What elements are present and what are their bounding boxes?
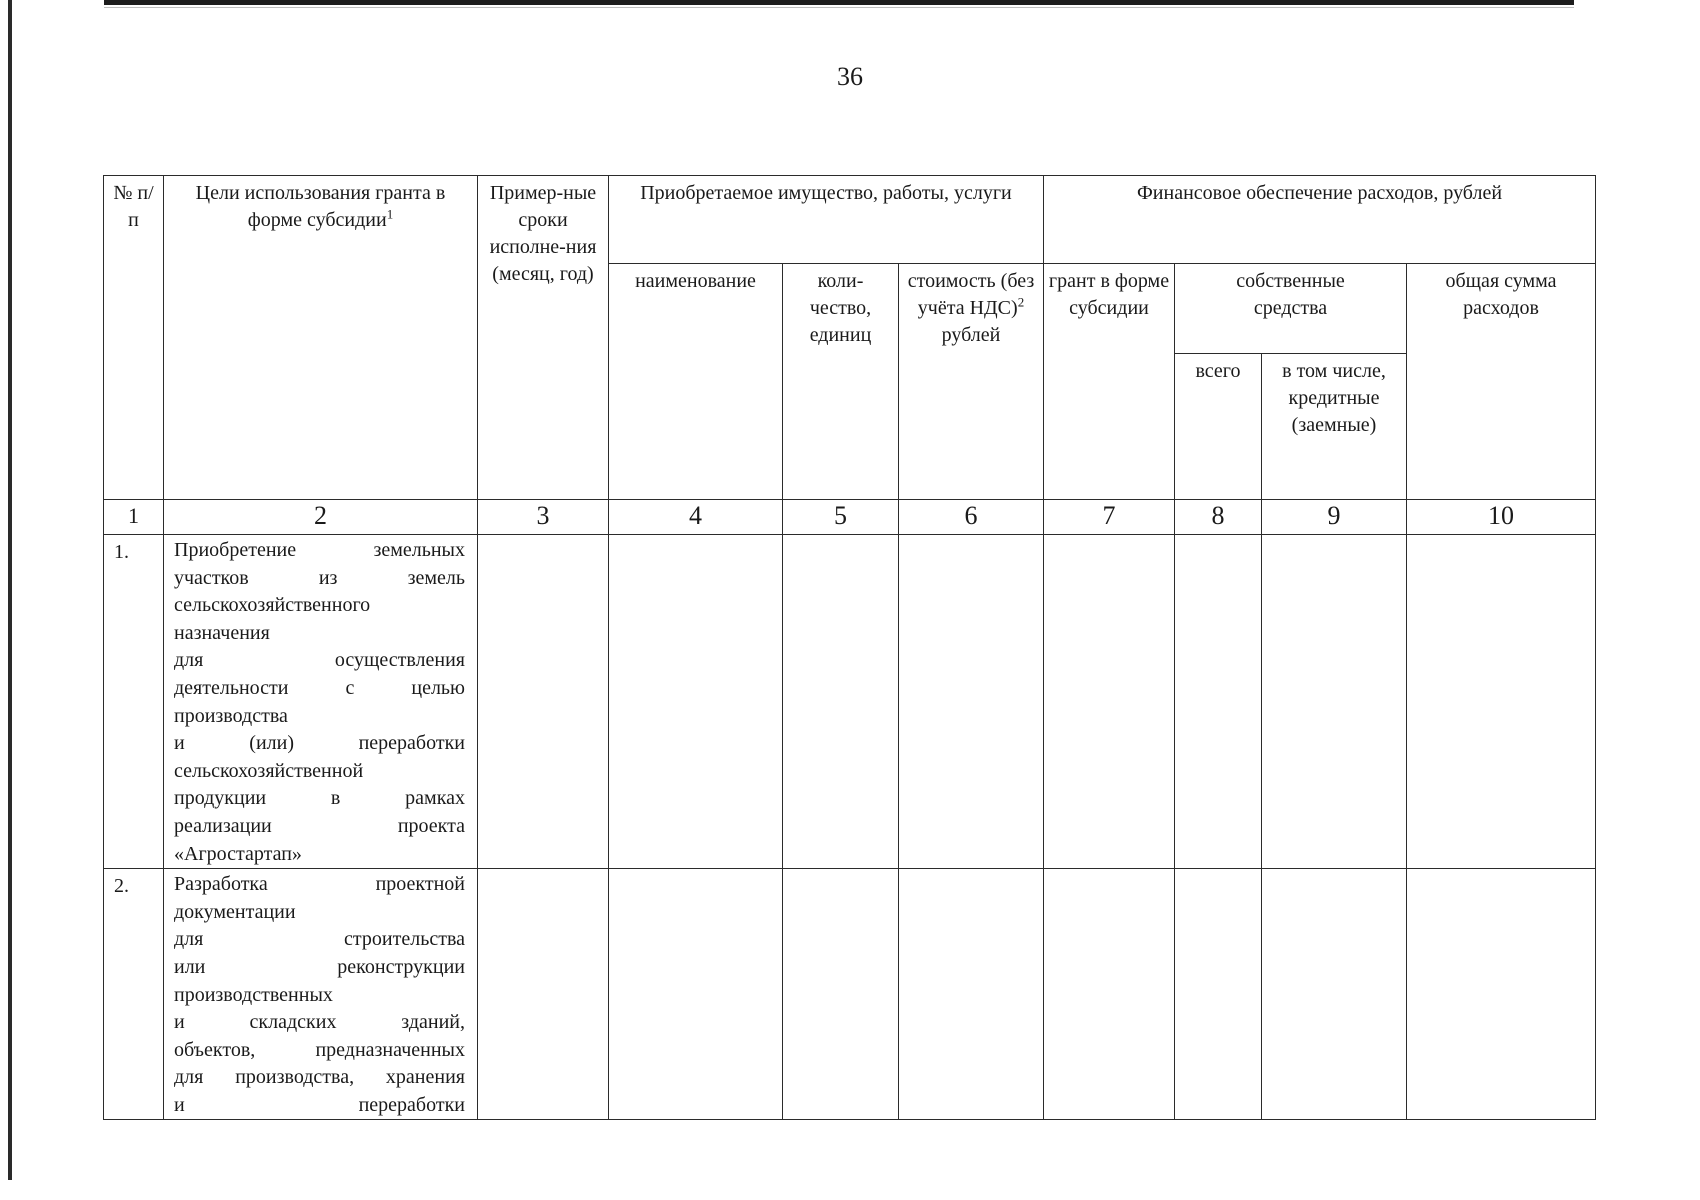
purpose-line: производственных xyxy=(174,983,333,1006)
header-total-sum xyxy=(1407,264,1596,500)
table-cell-item-name xyxy=(609,535,783,869)
table-cell-own-credit xyxy=(1262,535,1407,869)
table-row xyxy=(104,535,1596,869)
column-number: 7 xyxy=(1044,500,1175,535)
column-number: 3 xyxy=(478,500,609,535)
header-deadline xyxy=(478,176,609,500)
header-quantity xyxy=(783,264,899,500)
purpose-line: сельскохозяйственной xyxy=(174,759,364,782)
column-number: 6 xyxy=(899,500,1044,535)
purpose-line: Приобретение земельных xyxy=(174,539,465,561)
header-number xyxy=(104,176,164,500)
header-own-total-label: всего xyxy=(1195,360,1241,382)
header-cost-label: стоимость (без учёта НДС) xyxy=(907,270,1035,319)
purpose-line: реализации проекта xyxy=(174,814,465,837)
header-grant-label: грант в форме субсидии xyxy=(1048,270,1170,319)
column-number-row xyxy=(104,500,1596,535)
purpose-line: для осуществления xyxy=(174,649,465,672)
purpose-line: сельскохозяйственного xyxy=(174,594,371,617)
table-cell-total-sum xyxy=(1407,869,1596,1120)
header-group-finance xyxy=(1044,176,1596,264)
purpose-line: «Агростартап» xyxy=(174,842,302,865)
table-cell-own-total xyxy=(1175,535,1262,869)
header-grant xyxy=(1044,264,1175,500)
scan-top-border-thin xyxy=(104,7,1574,8)
header-purpose-label: Цели использования гранта в форме субсидии xyxy=(195,182,446,231)
table-cell-deadline xyxy=(478,869,609,1120)
column-number: 1 xyxy=(104,500,164,535)
purpose-line: назначения xyxy=(174,621,270,644)
table-cell-cost xyxy=(899,535,1044,869)
header-cost xyxy=(899,264,1044,500)
row-index: 1. xyxy=(104,535,164,869)
header-own-total xyxy=(1175,354,1262,500)
header-number-label: № п/п xyxy=(113,182,154,231)
header-own-funds-label: собственные средства xyxy=(1236,270,1345,319)
purpose-line: для производства, хранения xyxy=(174,1066,465,1089)
scan-top-border xyxy=(104,0,1574,5)
table-cell-quantity xyxy=(783,535,899,869)
purpose-line: объектов, предназначенных xyxy=(174,1038,465,1061)
column-number: 4 xyxy=(609,500,783,535)
purpose-line: и складских зданий, xyxy=(174,1011,465,1034)
purpose-line: для строительства xyxy=(174,928,465,951)
column-number: 2 xyxy=(164,500,478,535)
table-cell-grant xyxy=(1044,869,1175,1120)
purpose-line: продукции в рамках xyxy=(174,787,465,810)
header-deadline-label: Пример-ные сроки исполне-ния (месяц, год) xyxy=(489,182,597,285)
header-item-name xyxy=(609,264,783,500)
table-cell-own-credit xyxy=(1262,869,1407,1120)
purpose-line: и (или) переработки xyxy=(174,732,465,755)
purpose-line: или реконструкции xyxy=(174,955,465,978)
table-cell-deadline xyxy=(478,535,609,869)
table-cell-item-name xyxy=(609,869,783,1120)
column-number: 8 xyxy=(1175,500,1262,535)
header-own-credit-label: в том числе, кредитные (заемные) xyxy=(1282,360,1386,436)
footnote-ref-1: 1 xyxy=(386,206,394,222)
header-row-1 xyxy=(104,176,1596,264)
table-cell-grant xyxy=(1044,535,1175,869)
header-purpose xyxy=(164,176,478,500)
header-group-property-label: Приобретаемое имущество, работы, услуги xyxy=(640,182,1012,204)
header-group-finance-label: Финансовое обеспечение расходов, рублей xyxy=(1137,182,1503,204)
header-group-property xyxy=(609,176,1044,264)
purpose-line: производства xyxy=(174,704,288,727)
row-purpose xyxy=(164,869,478,1120)
column-number: 10 xyxy=(1407,500,1596,535)
table-row xyxy=(104,869,1596,1120)
scan-left-edge xyxy=(8,0,12,1180)
table-cell-quantity xyxy=(783,869,899,1120)
row-purpose xyxy=(164,535,478,869)
purpose-line: и переработки xyxy=(174,1093,465,1116)
table-cell-total-sum xyxy=(1407,535,1596,869)
row-index: 2. xyxy=(104,869,164,1120)
column-number: 9 xyxy=(1262,500,1407,535)
purpose-line: участков из земель xyxy=(174,566,465,589)
expense-plan-table xyxy=(103,175,1596,1120)
footnote-ref-2: 2 xyxy=(1017,294,1025,310)
header-cost-unit: рублей xyxy=(941,324,1001,346)
header-own-funds xyxy=(1175,264,1407,354)
header-item-name-label: наименование xyxy=(635,270,756,292)
header-quantity-label: коли-чество, единиц xyxy=(809,270,872,346)
table-cell-own-total xyxy=(1175,869,1262,1120)
header-own-credit xyxy=(1262,354,1407,500)
table-cell-cost xyxy=(899,869,1044,1120)
purpose-line: документации xyxy=(174,900,296,923)
page-number: 36 xyxy=(837,62,863,91)
header-total-sum-label: общая сумма расходов xyxy=(1445,270,1557,319)
purpose-line: Разработка проектной xyxy=(174,873,465,896)
purpose-line: деятельности с целью xyxy=(174,676,465,699)
column-number: 5 xyxy=(783,500,899,535)
